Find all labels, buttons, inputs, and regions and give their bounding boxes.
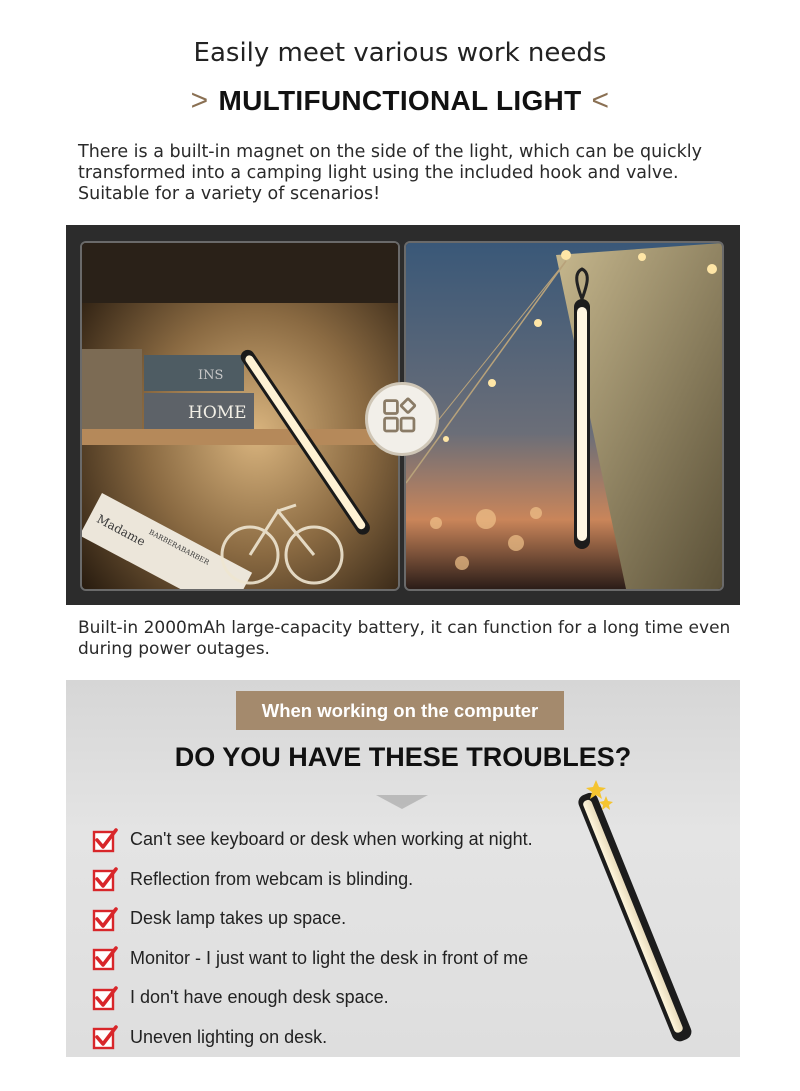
page-title (0, 84, 800, 118)
intro-paragraph: There is a built-in magnet on the side of the light, which can be quickly transformed into a camping light using the included hook and valve. Suitable for a variety of scenarios! (78, 142, 702, 204)
page-subtitle: Easily meet various work needs (193, 38, 607, 68)
chevron-right-icon: > (190, 84, 209, 117)
list-item (92, 978, 533, 1018)
checkbox-checked-icon (92, 1024, 118, 1050)
list-item-text: Monitor - I just want to light the desk in front of me (130, 947, 529, 968)
chevron-left-icon: < (591, 84, 610, 117)
list-item (92, 820, 533, 860)
list-item-text: Uneven lighting on desk. (130, 1026, 328, 1047)
list-item-text: Can't see keyboard or desk when working at night. (130, 829, 533, 850)
book-label-barbera: BARBERABARBER (147, 528, 211, 567)
bookshelf-photo (80, 241, 400, 591)
checkbox-checked-icon (92, 866, 118, 892)
list-item-text: Desk lamp takes up space. (130, 908, 347, 929)
battery-paragraph: Built-in 2000mAh large-capacity battery, it can function for a long time even during power outages. (78, 618, 731, 659)
book-label-madame: Madame (94, 511, 148, 549)
troubles-title: DO YOU HAVE THESE TROUBLES? (174, 742, 632, 772)
notch-decoration (376, 795, 428, 809)
page-title-text: MULTIFUNCTIONAL LIGHT (218, 85, 582, 116)
list-item (92, 939, 533, 979)
grid-apps-icon (365, 382, 439, 456)
checkbox-checked-icon (92, 985, 118, 1011)
troubles-list (92, 820, 533, 1057)
book-label-home: HOME (188, 403, 247, 423)
light-bar-image (556, 780, 740, 1057)
troubles-tag: When working on the computer (236, 691, 564, 730)
list-item-text: I don't have enough desk space. (130, 987, 389, 1008)
list-item (92, 899, 533, 939)
checkbox-checked-icon (92, 906, 118, 932)
book-label-ins: INS (198, 368, 224, 383)
list-item (92, 1018, 533, 1058)
troubles-section (66, 680, 740, 1057)
camping-photo (404, 241, 724, 591)
photo-band (66, 225, 740, 605)
checkbox-checked-icon (92, 827, 118, 853)
list-item-text: Reflection from webcam is blinding. (130, 868, 414, 889)
list-item (92, 860, 533, 900)
checkbox-checked-icon (92, 945, 118, 971)
